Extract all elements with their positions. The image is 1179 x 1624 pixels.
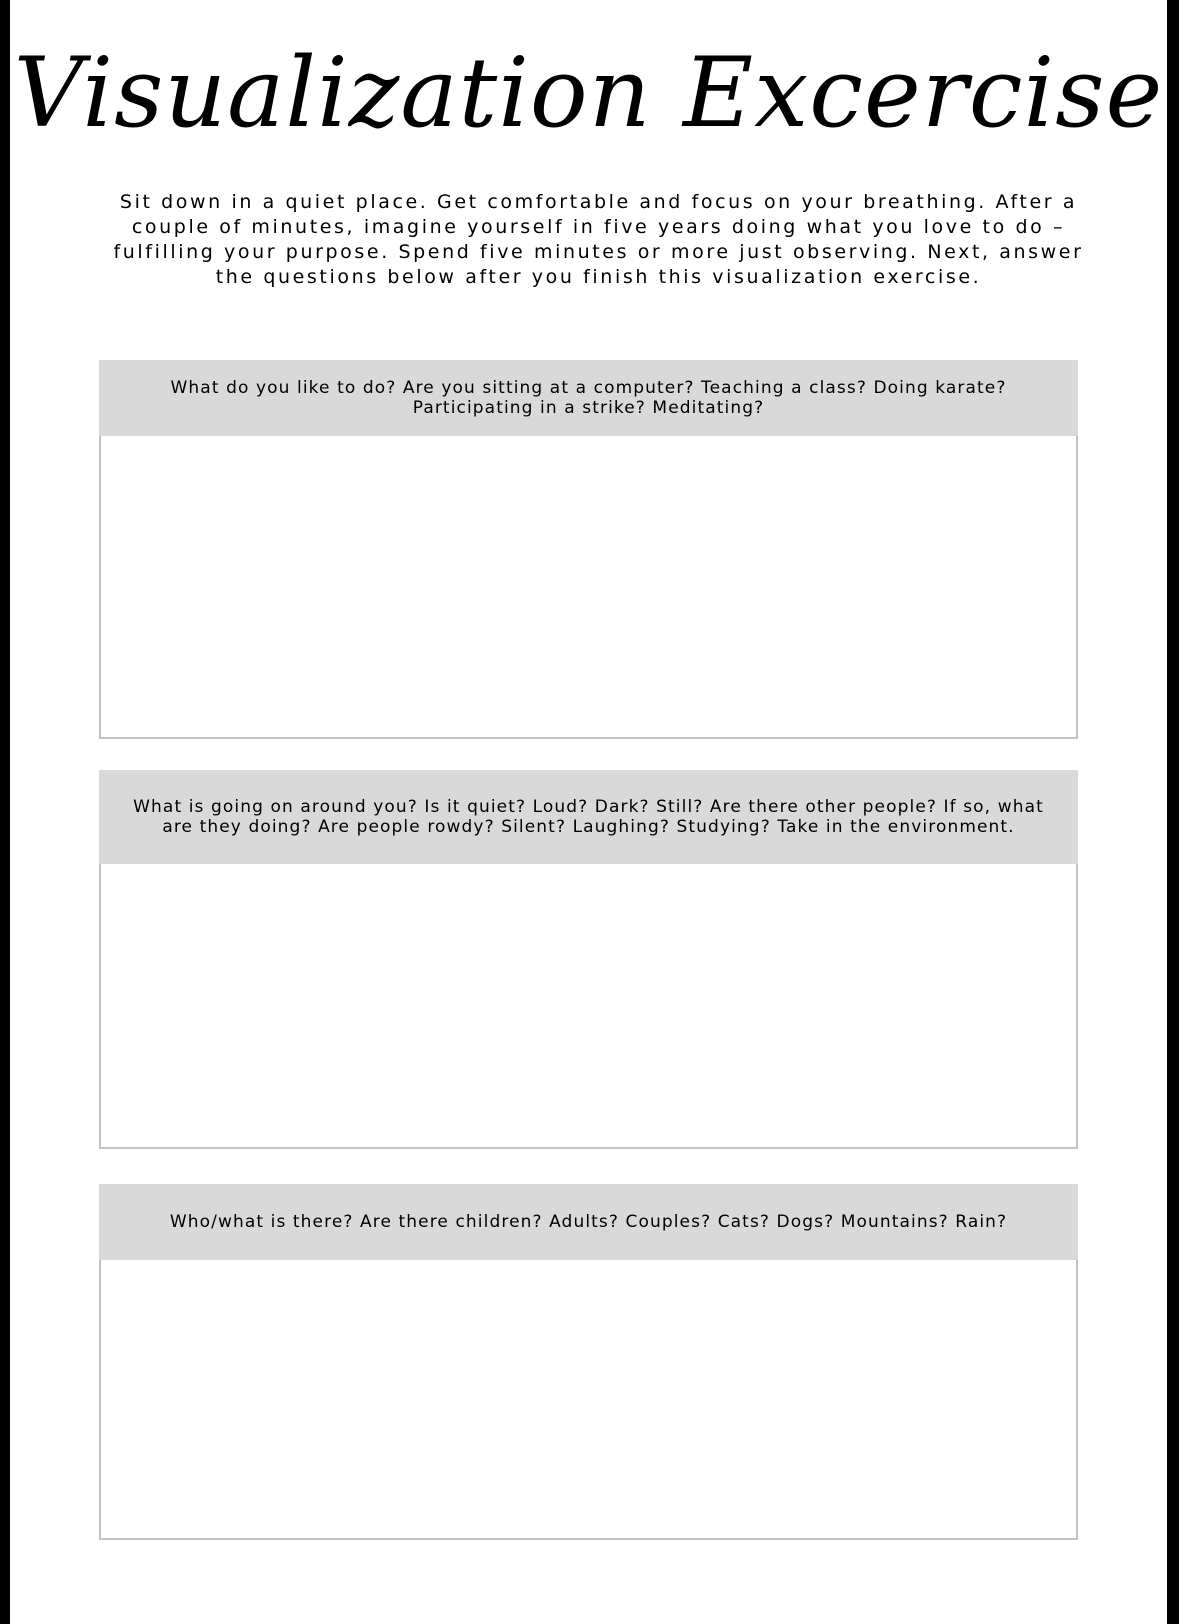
answer-area-1[interactable]: [99, 436, 1078, 739]
question-prompt-1: What do you like to do? Are you sitting at a computer? Teaching a class? Doing karate? Participating in a strike? Meditating?: [99, 360, 1078, 436]
question-prompt-2: What is going on around you? Is it quiet? Loud? Dark? Still? Are there other people? If so, what are they doing? Are people rowdy? Silent? Laughing? Studying? Take in the environment.: [99, 770, 1078, 864]
answer-area-2[interactable]: [99, 864, 1078, 1149]
question-block-1: [99, 360, 1078, 739]
page-title: Visualization Excercise: [13, 37, 1164, 149]
intro-instructions: Sit down in a quiet place. Get comfortable and focus on your breathing. After a couple of minutes, imagine yourself in five years doing what you love to do – fulfilling your purpose. Spend five minutes or more just observing. Next, answer the questions below after you finish this visualization exercise.: [113, 191, 1084, 288]
worksheet-page: [10, 0, 1167, 1624]
question-block-2: [99, 770, 1078, 1149]
question-prompt-3: Who/what is there? Are there children? Adults? Couples? Cats? Dogs? Mountains? Rain?: [99, 1184, 1078, 1260]
answer-area-3[interactable]: [99, 1260, 1078, 1540]
question-block-3: [99, 1184, 1078, 1540]
